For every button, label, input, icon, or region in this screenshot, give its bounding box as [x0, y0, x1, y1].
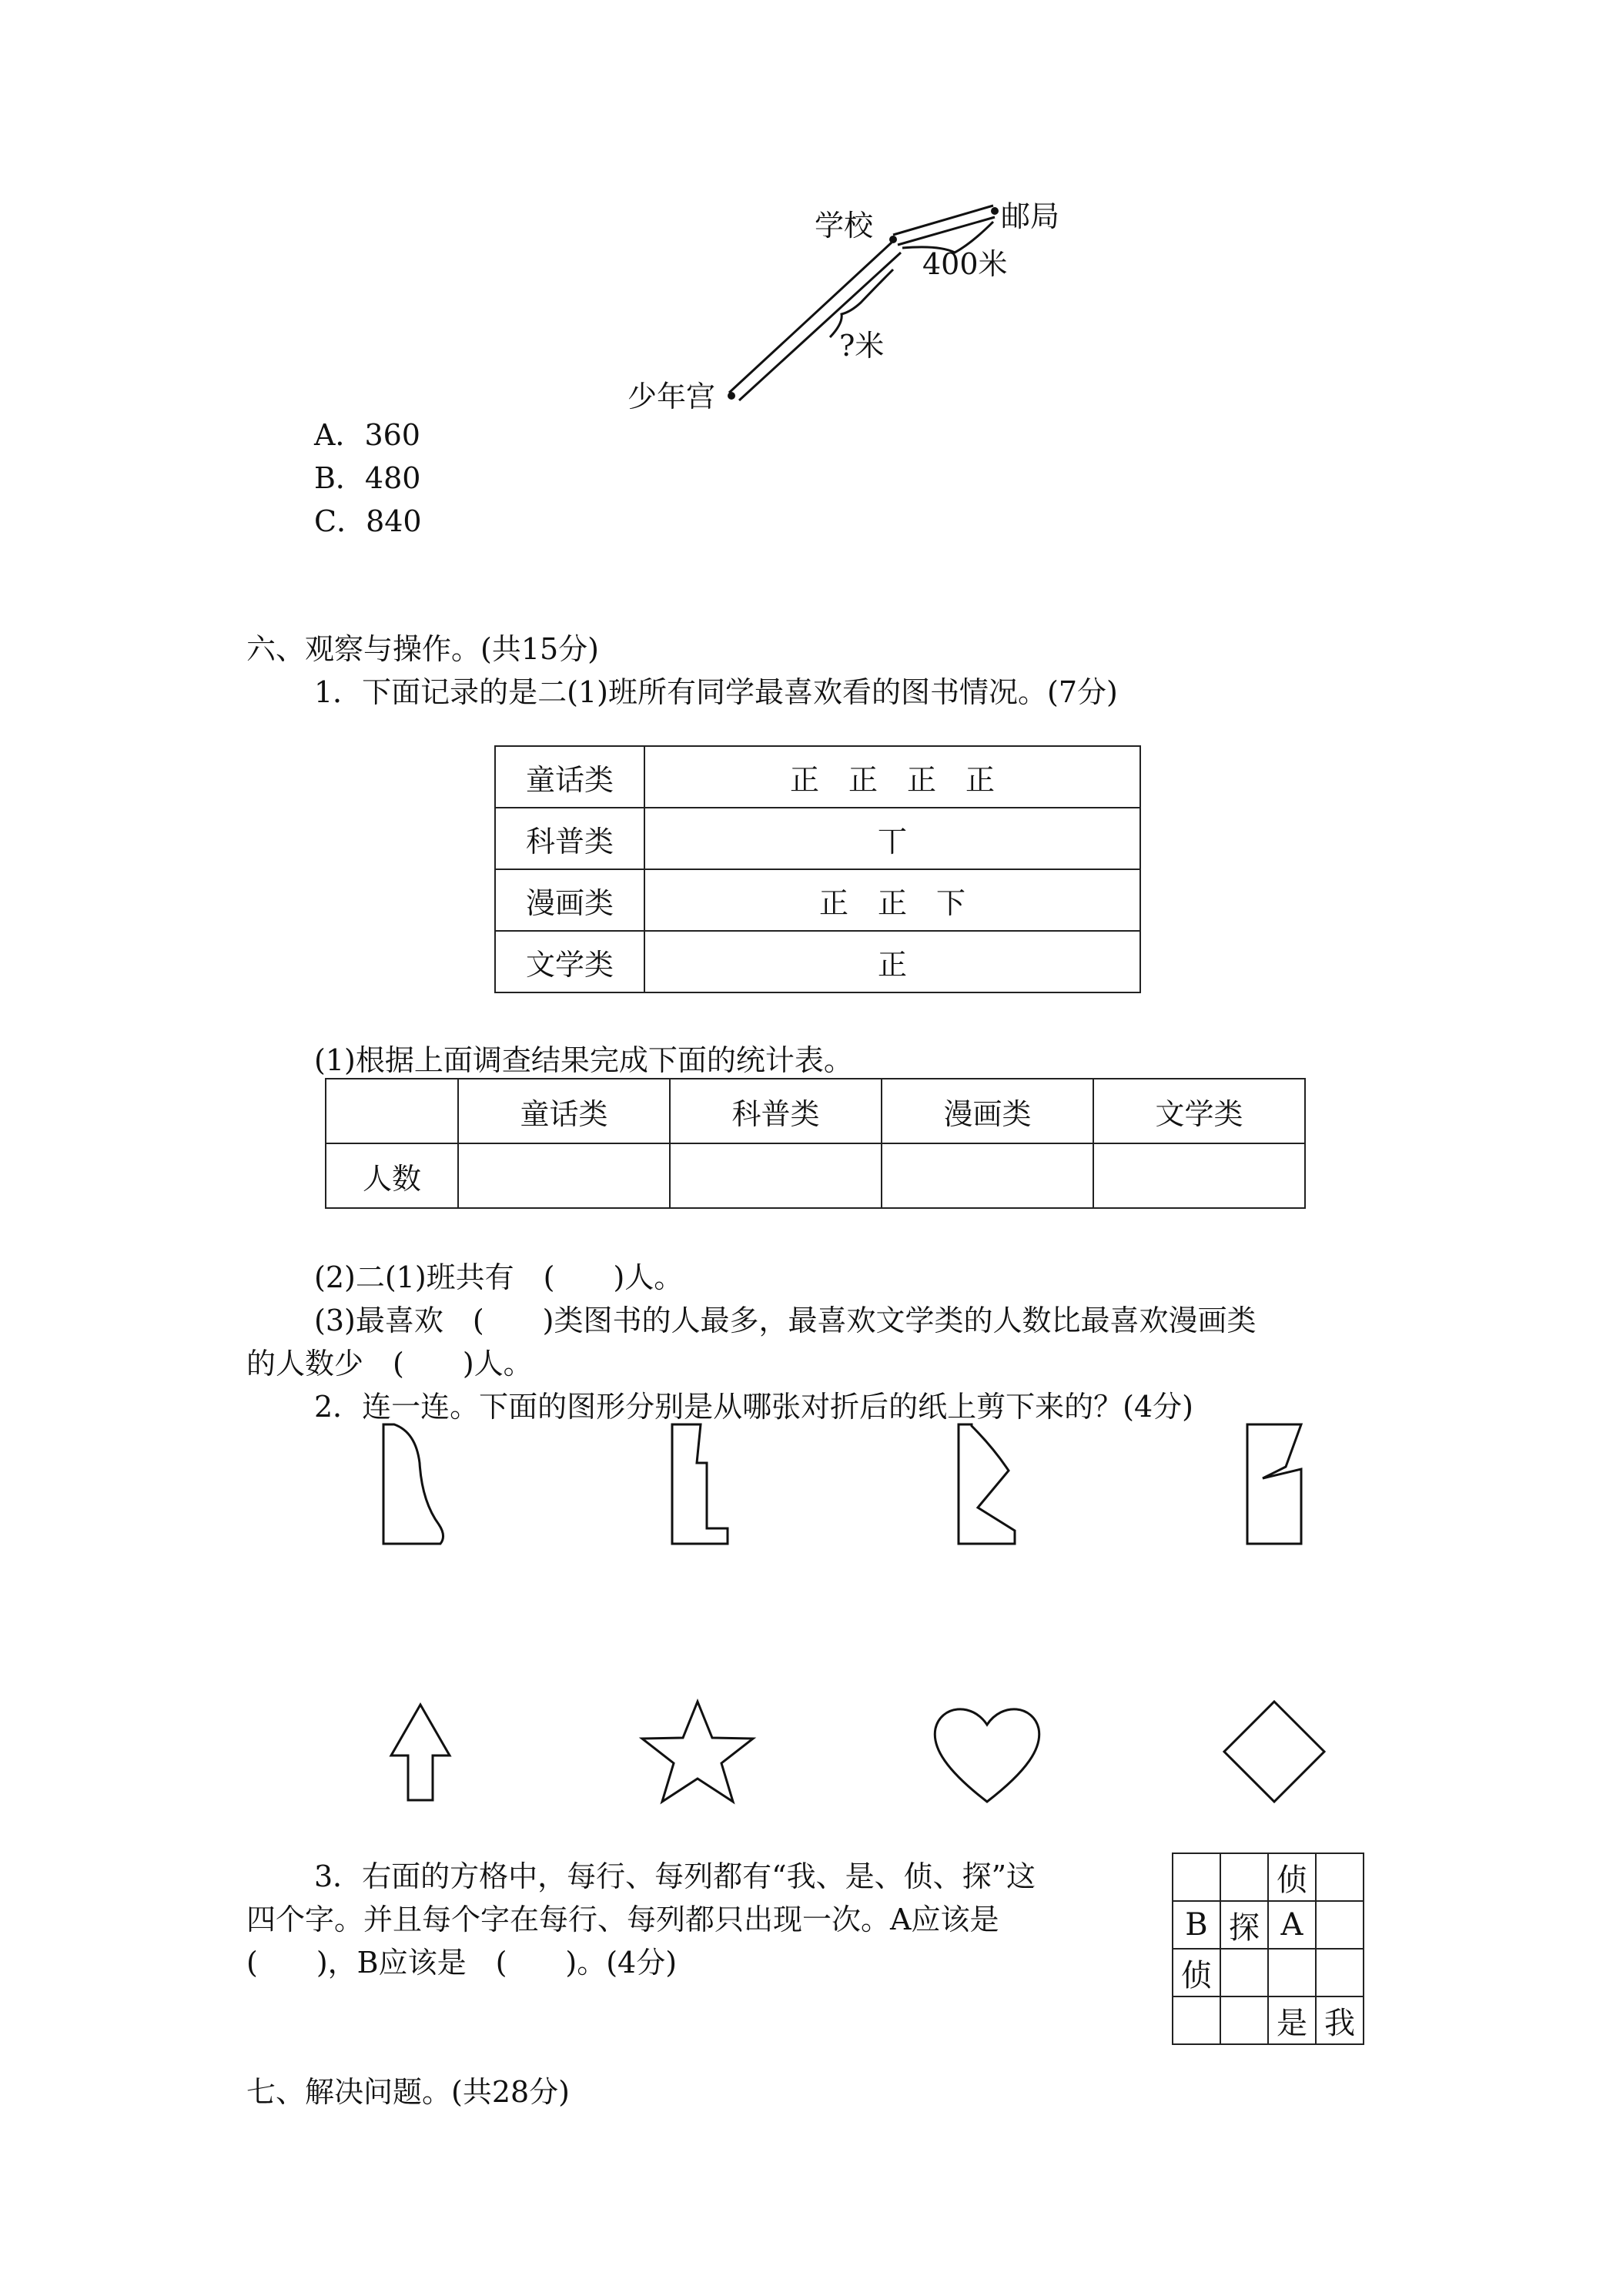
- grid-cell: 我: [1316, 1996, 1364, 2044]
- answer-cell[interactable]: [882, 1143, 1093, 1208]
- tally-label: 漫画类: [495, 869, 644, 931]
- grid-cell: 是: [1268, 1996, 1316, 2044]
- folded-shape-4: [1247, 1424, 1301, 1544]
- answer-cell[interactable]: [458, 1143, 670, 1208]
- tally-label: 文学类: [495, 931, 644, 992]
- grid-cell: [1316, 1949, 1364, 1996]
- grid-cell: [1220, 1853, 1268, 1901]
- section7-title: 七、解决问题。(共28分): [246, 2075, 571, 2109]
- point-school: [889, 236, 897, 243]
- grid-cell: B: [1173, 1901, 1220, 1949]
- tally-label: 科普类: [495, 808, 644, 869]
- stat-header: 童话类: [458, 1079, 670, 1143]
- road-long: [729, 243, 892, 393]
- stat-table: [325, 1078, 1306, 1209]
- grid-cell: [1173, 1996, 1220, 2044]
- stat-row-label: 人数: [326, 1143, 458, 1208]
- tally-marks: 正 正 正 正: [644, 746, 1140, 808]
- tally-table: [494, 745, 1141, 993]
- grid-cell: [1220, 1949, 1268, 1996]
- folded-shape-1: [383, 1424, 443, 1544]
- question-3-line3: ( )，B应该是 ( )。(4分): [246, 1946, 678, 1980]
- folded-shapes: [0, 1417, 1623, 1648]
- answer-cell[interactable]: [1093, 1143, 1305, 1208]
- tally-marks: 丅: [644, 808, 1140, 869]
- sub-question-1: (1)根据上面调查结果完成下面的统计表。: [314, 1043, 853, 1077]
- road-short: [893, 206, 993, 235]
- grid-cell: 侦: [1268, 1853, 1316, 1901]
- tally-label: 童话类: [495, 746, 644, 808]
- letter-grid: [1172, 1853, 1364, 2045]
- answer-cell[interactable]: [670, 1143, 882, 1208]
- question-3-line1: 3．右面的方格中，每行、每列都有“我、是、侦、探”这: [314, 1859, 1036, 1893]
- grid-cell: 侦: [1173, 1949, 1220, 1996]
- grid-cell: 探: [1220, 1901, 1268, 1949]
- route-diagram: [0, 0, 1623, 462]
- arrow-shape: [391, 1705, 450, 1800]
- tally-marks: 正: [644, 931, 1140, 992]
- stat-header: 漫画类: [882, 1079, 1093, 1143]
- label-400m: 400米: [922, 247, 1008, 281]
- label-youth-palace: 少年宫: [627, 380, 716, 413]
- grid-cell: A: [1268, 1901, 1316, 1949]
- label-post-office: 邮局: [1001, 199, 1060, 233]
- heart-shape: [935, 1709, 1039, 1802]
- grid-cell: [1173, 1853, 1220, 1901]
- grid-cell: [1316, 1901, 1364, 1949]
- label-unknown-m: ?米: [839, 329, 885, 363]
- label-school: 学校: [815, 209, 874, 243]
- choice-b: B．480: [314, 461, 421, 495]
- diamond-shape: [1224, 1702, 1324, 1802]
- choice-a: A．360: [314, 418, 420, 452]
- question-3-line2: 四个字。并且每个字在每行、每列都只出现一次。A应该是: [246, 1903, 999, 1936]
- folded-shape-3: [959, 1424, 1015, 1544]
- sub-question-3-line2: 的人数少 ( )人。: [246, 1347, 533, 1381]
- stat-header: [326, 1079, 458, 1143]
- stat-header: 科普类: [670, 1079, 882, 1143]
- grid-cell: [1220, 1996, 1268, 2044]
- sub-question-3-line1: (3)最喜欢 ( )类图书的人最多，最喜欢文学类的人数比最喜欢漫画类: [314, 1304, 1257, 1337]
- grid-cell: [1316, 1853, 1364, 1901]
- section6-title: 六、观察与操作。(共15分): [246, 632, 600, 666]
- target-shapes: [0, 1694, 1623, 1848]
- star-shape: [642, 1702, 753, 1802]
- tally-marks: 正 正 下: [644, 869, 1140, 931]
- question-1: 1．下面记录的是二(1)班所有同学最喜欢看的图书情况。(7分): [314, 675, 1118, 709]
- folded-shape-2: [672, 1424, 728, 1544]
- question-2: 2．连一连。下面的图形分别是从哪张对折后的纸上剪下来的？(4分): [314, 1390, 1194, 1424]
- point-palace: [728, 392, 735, 400]
- point-post: [991, 207, 999, 215]
- sub-question-2: (2)二(1)班共有 ( )人。: [314, 1260, 684, 1294]
- stat-header: 文学类: [1093, 1079, 1305, 1143]
- grid-cell: [1268, 1949, 1316, 1996]
- choice-c: C．840: [314, 504, 422, 538]
